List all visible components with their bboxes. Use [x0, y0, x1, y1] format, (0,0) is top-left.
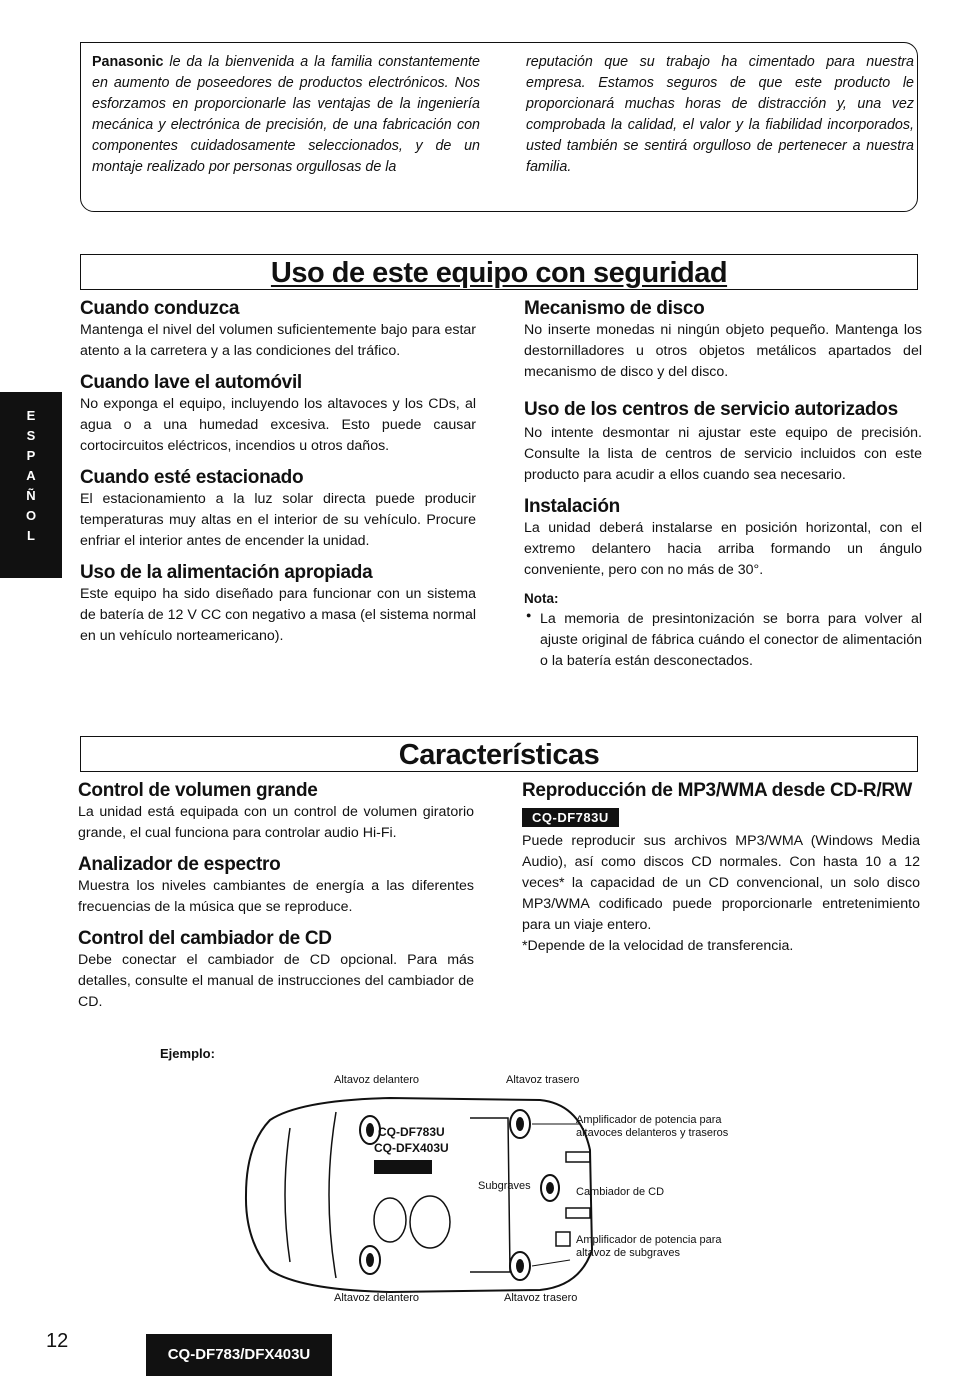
section-heading: Cuando lave el automóvil: [80, 372, 302, 393]
features-title: Características: [398, 739, 600, 771]
brand-name: Panasonic: [92, 54, 164, 70]
section-text: Puede reproducir sus archivos MP3/WMA (Windows Media Audio), así como discos CD normales. Con hasta 10 a 12 veces* la capacidad de un CD convencional, un solo disco MP3/WMA codificado puede proporcionarle entretenimiento para un viaje entero.: [522, 833, 920, 933]
section-text: No exponga el equipo, incluyendo los altavoces y los CDs, al agua o a una humedad excesiva. Esto puede causar cortocircuitos eléctricos, incendios u otros daños.: [80, 396, 476, 454]
front-speaker-bottom-icon: [360, 1246, 380, 1274]
section-text: El estacionamiento a la luz solar directa puede producir temperaturas muy altas en el interior de su vehículo. Procure enfriar el interior antes de encender la unidad.: [80, 491, 476, 549]
features-title-box: [80, 736, 918, 772]
seat-icon: [374, 1198, 406, 1242]
section-text: La unidad deberá instalarse en posición horizontal, con el extremo delantero hacia arriba formando un ángulo conveniente, pero con no más de 30°.: [524, 520, 922, 578]
rear-speaker-bottom-icon: [510, 1252, 530, 1280]
footer-model-badge: CQ-DF783/DFX403U: [146, 1334, 332, 1376]
section-heading: Reproducción de MP3/WMA desde CD-R/RW: [522, 780, 913, 801]
section-text: Debe conectar el cambiador de CD opcional. Para más detalles, consulte el manual de instrucciones del cambiador de CD.: [78, 952, 474, 1010]
head-unit-icon: [374, 1160, 432, 1174]
section-text: Este equipo ha sido diseñado para funcionar con un sistema de batería de 12 V CC con negativo a masa (el sistema normal en un vehículo norteamericano).: [80, 586, 476, 644]
note-item: [524, 609, 922, 672]
language-side-tab: [0, 392, 62, 578]
car-audio-diagram: [240, 1090, 600, 1300]
features-left-column: [78, 780, 474, 1023]
label-amp-front-rear: Amplificador de potencia para altavoces delanteros y traseros: [576, 1114, 729, 1139]
features-right-column: [522, 780, 920, 957]
unit-model-2: CQ-DFX403U: [374, 1141, 449, 1155]
label-front-speaker-bottom: Altavoz delantero: [334, 1292, 419, 1304]
safety-block: [80, 467, 476, 552]
intro-right-text: reputación que su trabajo ha cimentado para nuestra empresa. Estamos seguros de que este producto le proporcionará muchas horas de distracción y, una vez comprobada la calidad, el valor y la fiabilidad incorporados, usted también se sentirá orgulloso de pertenecer a nuestra familia.: [526, 54, 914, 175]
side-tab-letter: E: [26, 408, 36, 423]
intro-left-body: le da la bienvenida a la familia constantemente en aumento de poseedores de productos electrónicos. Nos esforzamos en proporcionarle las ventajas de la ingeniería mecánica y electrónica de precisión, de una fabricación con componentes cuidadosamente seleccionados, y de un montaje realizado por personas orgullosas de la: [92, 54, 480, 175]
rear-speaker-top-icon: [510, 1110, 530, 1138]
label-cd-changer: Cambiador de CD: [576, 1186, 665, 1198]
safety-block: [80, 298, 476, 362]
safety-title-box: [80, 254, 918, 290]
feature-block: [78, 854, 474, 918]
feature-block: [78, 928, 474, 1013]
safety-block: [524, 298, 922, 383]
safety-title: Uso de este equipo con seguridad: [270, 257, 728, 289]
feature-block: [78, 780, 474, 844]
section-heading: Control del cambiador de CD: [78, 928, 332, 949]
unit-model-1: CQ-DF783U: [378, 1125, 445, 1139]
safety-left-column: [80, 298, 476, 657]
section-heading: Control de volumen grande: [78, 780, 318, 801]
section-text: La unidad está equipada con un control de volumen giratorio grande, el cual funciona para controlar audio Hi-Fi.: [78, 804, 474, 841]
section-heading: Uso de la alimentación apropiada: [80, 562, 373, 583]
side-tab-letter: Ñ: [26, 488, 36, 503]
subwoofer-icon: [541, 1175, 559, 1201]
section-text: No inserte monedas ni ningún objeto pequeño. Mantenga los destornilladores u otros objetos metálicos apartados del mecanismo de disco y del disco.: [524, 322, 922, 380]
footnote-text: *Depende de la velocidad de transferencia.: [522, 938, 794, 954]
example-label: Ejemplo:: [160, 1046, 215, 1061]
label-rear-speaker-top: Altavoz trasero: [506, 1074, 580, 1086]
safety-block: [524, 496, 922, 581]
safety-right-column: [524, 298, 922, 672]
note-text: La memoria de presintonización se borra para volver al ajuste original de fábrica cuándo el conector de alimentación o la batería están desconectados.: [540, 611, 922, 669]
side-tab-letter: O: [25, 508, 37, 523]
page-number: 12: [46, 1330, 69, 1352]
label-front-speaker-top: Altavoz delantero: [334, 1074, 419, 1086]
section-heading: Instalación: [524, 496, 620, 517]
note-block: [524, 591, 922, 672]
safety-block: [524, 397, 922, 486]
amplifier-icon: [566, 1152, 590, 1162]
section-heading: Uso de los centros de servicio autorizados: [524, 399, 898, 420]
seat-icon: [410, 1196, 450, 1248]
section-heading: Cuando esté estacionado: [80, 467, 304, 488]
safety-block: [80, 372, 476, 457]
label-rear-speaker-bottom: Altavoz trasero: [504, 1292, 578, 1304]
side-tab-letter: A: [26, 468, 36, 483]
section-text: Muestra los niveles cambiantes de energía a las diferentes frecuencias de la música que se reproduce.: [78, 878, 474, 915]
side-tab-letter: P: [26, 448, 36, 463]
intro-left-text: [92, 52, 480, 178]
section-heading: Cuando conduzca: [80, 298, 240, 319]
section-heading: Mecanismo de disco: [524, 298, 705, 319]
side-tab-letter: S: [26, 428, 36, 443]
section-text: Mantenga el nivel del volumen suficientemente bajo para estar atento a la carretera y a las condiciones del tráfico.: [80, 322, 476, 359]
amplifier-icon: [566, 1208, 590, 1218]
model-badge: CQ-DF783U: [522, 808, 619, 827]
label-subwoofer: Subgraves: [478, 1180, 531, 1192]
section-text: No intente desmontar ni ajustar este equipo de precisión. Consulte la lista de centros de servicio incluidos con este producto para acudir a ellos cuando sea necesario.: [524, 425, 922, 483]
front-speaker-top-icon: [360, 1116, 380, 1144]
cd-changer-icon: [556, 1232, 570, 1246]
section-heading: Analizador de espectro: [78, 854, 281, 875]
safety-block: [80, 562, 476, 647]
label-amp-sub: Amplificador de potencia para altavoz de subgraves: [576, 1234, 722, 1259]
side-tab-letter: L: [27, 528, 35, 543]
note-label: Nota:: [524, 591, 559, 606]
